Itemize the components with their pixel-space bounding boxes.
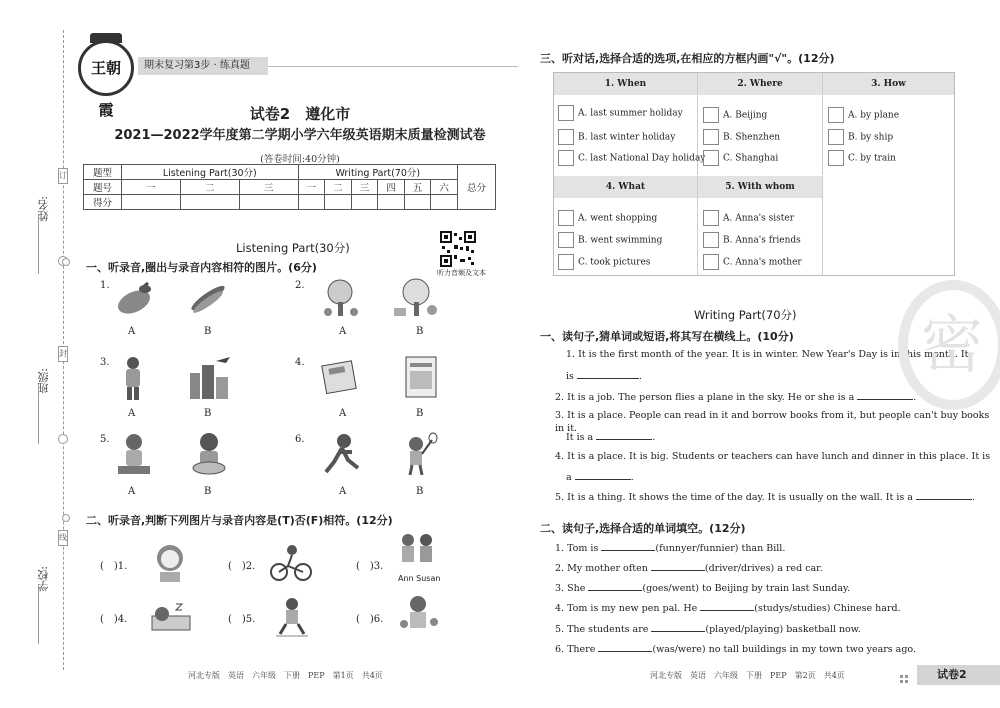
option-label: A. Anna's sister bbox=[723, 213, 794, 224]
fill-item-options: (funnyer/funnier) bbox=[655, 543, 739, 554]
option-row[interactable] bbox=[703, 254, 802, 276]
score-table-cell: 五 bbox=[404, 180, 431, 195]
option-label: B. last winter holiday bbox=[578, 132, 676, 143]
choice-a-label: A bbox=[128, 486, 136, 497]
binding-mark: 线 bbox=[58, 530, 68, 546]
choice-b-label: B bbox=[204, 486, 212, 497]
option-label: C. last National Day holiday bbox=[578, 153, 706, 164]
tree-scene-picture[interactable] bbox=[318, 278, 364, 320]
fill-item-prefix: 5. The students are bbox=[555, 624, 649, 635]
girl-portrait-picture bbox=[150, 542, 190, 582]
question-number: 2. bbox=[295, 280, 305, 291]
answer-blank[interactable] bbox=[916, 490, 972, 500]
listening-section-3-title: 三、听对话,选择合适的选项,在相应的方框内画"√"。(12分) bbox=[540, 52, 835, 65]
qr-caption: 听力音频及文本 bbox=[437, 269, 486, 277]
option-label: A. went shopping bbox=[578, 213, 658, 224]
option-label: C. Anna's mother bbox=[723, 257, 802, 268]
checkbox[interactable] bbox=[828, 150, 844, 166]
answer-blank[interactable] bbox=[575, 470, 631, 480]
option-label: B. Shenzhen bbox=[723, 132, 781, 143]
score-input-cell[interactable] bbox=[325, 195, 352, 210]
fill-item-prefix: 4. Tom is my new pen pal. He bbox=[555, 603, 698, 614]
answer-blank[interactable] bbox=[601, 541, 655, 551]
fill-item-options: (driver/drives) bbox=[704, 563, 775, 574]
fill-item bbox=[555, 541, 785, 555]
choice-a-label: A bbox=[128, 326, 136, 337]
writing-part-title: Writing Part(70分) bbox=[694, 308, 797, 322]
guess-item-text: is . bbox=[566, 371, 642, 382]
paper-subtitle: 2021—2022学年度第二学期小学六年级英语期末质量检测试卷 bbox=[114, 128, 486, 143]
question-header: 5. With whom bbox=[698, 176, 822, 198]
score-table-cell: 三 bbox=[351, 180, 378, 195]
guess-item-text: 2. It is a job. The person flies a plane in the sky. He or she is a bbox=[555, 392, 855, 403]
choice-b-label: B bbox=[204, 326, 212, 337]
choice-b-label: B bbox=[416, 486, 424, 497]
fill-item bbox=[555, 601, 901, 615]
checkbox[interactable] bbox=[558, 105, 574, 121]
person-picture[interactable] bbox=[118, 355, 148, 401]
fill-item-suffix: no tall buildings in my town two years ago. bbox=[708, 644, 916, 655]
name-underline bbox=[38, 214, 39, 274]
score-input-cell[interactable] bbox=[431, 195, 458, 210]
question-header: 2. Where bbox=[698, 73, 822, 95]
option-row[interactable] bbox=[703, 107, 767, 129]
fill-item-prefix: 6. There bbox=[555, 644, 596, 655]
guess-item-text: 2. It is a job. The person flies a plane in the sky. He or she is a . bbox=[555, 392, 917, 403]
name-label: 姓名: bbox=[37, 196, 50, 222]
score-table-cell: 总分 bbox=[458, 165, 496, 210]
page-footer: 河北专版 英语 六年级 下册 PEP 第2页 共4页 bbox=[650, 671, 845, 680]
checkbox[interactable] bbox=[558, 150, 574, 166]
logo-text: 王朝霞 bbox=[90, 59, 121, 119]
tf-item[interactable]: ( )6. bbox=[356, 614, 384, 625]
section-bullet bbox=[62, 514, 70, 522]
score-input-cell[interactable] bbox=[122, 195, 181, 210]
option-label: C. Shanghai bbox=[723, 153, 779, 164]
fill-item-options: (studys/studies) bbox=[754, 603, 831, 614]
picture-caption: Ann Susan bbox=[398, 574, 441, 583]
option-row[interactable] bbox=[558, 210, 657, 232]
tf-item[interactable]: ( )5. bbox=[228, 614, 256, 625]
choice-b-label: B bbox=[416, 326, 424, 337]
tree-scene-picture[interactable] bbox=[392, 278, 440, 320]
guess-item-text: 1. It is the first month of the year. It is in winter. New Year's Day is in this month. It bbox=[566, 349, 969, 360]
question-header: 1. When bbox=[554, 73, 697, 95]
checkbox[interactable] bbox=[558, 232, 574, 248]
question-number: 1. bbox=[100, 280, 110, 291]
option-row[interactable] bbox=[558, 129, 675, 151]
option-row[interactable] bbox=[703, 150, 778, 172]
checkbox[interactable] bbox=[828, 129, 844, 145]
option-row[interactable] bbox=[558, 105, 683, 127]
eggplant-picture[interactable] bbox=[112, 280, 154, 318]
score-input-cell[interactable] bbox=[180, 195, 239, 210]
fill-item-prefix: 1. Tom is bbox=[555, 543, 599, 554]
answer-blank[interactable] bbox=[651, 561, 705, 571]
binding-mark: 封 bbox=[58, 346, 68, 362]
question-number: 5. bbox=[100, 434, 110, 445]
choice-b-label: B bbox=[204, 408, 212, 419]
girl-skating-picture bbox=[272, 596, 312, 638]
option-row[interactable] bbox=[828, 150, 896, 172]
listening-section-2-title: 二、听录音,判断下列图片与录音内容是(T)否(F)相符。(12分) bbox=[86, 514, 393, 527]
book-picture[interactable] bbox=[404, 355, 438, 399]
option-label: A. Beijing bbox=[723, 110, 768, 121]
listening-part-title: Listening Part(30分) bbox=[236, 241, 350, 255]
option-row[interactable] bbox=[703, 210, 794, 232]
fill-item-suffix: to Beijing by train last Sunday. bbox=[702, 583, 851, 594]
option-label: B. went swimming bbox=[578, 235, 663, 246]
option-label: A. by plane bbox=[848, 110, 900, 121]
option-row[interactable] bbox=[558, 150, 705, 172]
option-row[interactable] bbox=[558, 232, 662, 254]
checkbox[interactable] bbox=[703, 210, 719, 226]
score-table-cell: Listening Part(30分) bbox=[122, 165, 299, 180]
choice-a-label: A bbox=[339, 408, 347, 419]
tf-item[interactable]: ( )1. bbox=[100, 561, 128, 572]
girl-eating-picture[interactable] bbox=[188, 432, 230, 476]
question-number: 3. bbox=[100, 357, 110, 368]
answer-blank[interactable] bbox=[651, 622, 705, 632]
checkbox[interactable] bbox=[558, 254, 574, 270]
guess-item-text: a . bbox=[566, 472, 634, 483]
fill-item-prefix: 3. She bbox=[555, 583, 586, 594]
score-table-cell: 二 bbox=[180, 180, 239, 195]
fill-item-options: (played/playing) bbox=[705, 624, 784, 635]
class-label: 班级: bbox=[37, 368, 50, 394]
table-divider bbox=[697, 176, 698, 275]
checkbox[interactable] bbox=[703, 107, 719, 123]
school-underline bbox=[38, 584, 39, 644]
checkbox[interactable] bbox=[558, 210, 574, 226]
checkbox[interactable] bbox=[703, 150, 719, 166]
dots-icon bbox=[900, 670, 912, 680]
school-label: 学校: bbox=[37, 566, 50, 592]
binding-hole bbox=[58, 434, 68, 444]
paper-title: 试卷2 遵化市 bbox=[249, 105, 351, 123]
checkbox[interactable] bbox=[558, 129, 574, 145]
exam-time: (答卷时间:40分钟) bbox=[260, 154, 340, 165]
option-label: B. by ship bbox=[848, 132, 894, 143]
fill-item-suffix: than Bill. bbox=[741, 543, 786, 554]
score-input-cell[interactable] bbox=[351, 195, 378, 210]
score-input-cell[interactable] bbox=[239, 195, 298, 210]
score-table-cell: 题型 bbox=[84, 165, 122, 180]
answer-blank[interactable] bbox=[577, 369, 639, 379]
score-table-cell: 得分 bbox=[84, 195, 122, 210]
tf-item[interactable]: ( )2. bbox=[228, 561, 256, 572]
checkbox[interactable] bbox=[828, 107, 844, 123]
fill-item bbox=[555, 642, 916, 656]
guess-item-text: 3. It is a place. People can read in it and borrow books from it, but people can't buy books in it. bbox=[555, 410, 990, 434]
question-header: 4. What bbox=[554, 176, 697, 198]
fill-item bbox=[555, 561, 823, 575]
question-number: 4. bbox=[295, 357, 305, 368]
checkbox[interactable] bbox=[703, 254, 719, 270]
fill-item bbox=[555, 581, 850, 595]
tf-item[interactable]: ( )4. bbox=[100, 614, 128, 625]
guess-item-text: It is a bbox=[566, 432, 594, 443]
choice-a-label: A bbox=[339, 326, 347, 337]
guess-item-text: a bbox=[566, 472, 572, 483]
option-label: B. Anna's friends bbox=[723, 235, 801, 246]
girl-badminton-picture[interactable] bbox=[398, 432, 438, 476]
score-table-cell: 一 bbox=[122, 180, 181, 195]
tf-item[interactable]: ( )3. bbox=[356, 561, 384, 572]
option-row[interactable] bbox=[558, 254, 650, 276]
score-table-cell: 二 bbox=[325, 180, 352, 195]
guess-item-text: 5. It is a thing. It shows the time of the day. It is usually on the wall. It is a . bbox=[555, 492, 976, 503]
option-label: C. took pictures bbox=[578, 257, 651, 268]
boy-cycling-picture bbox=[270, 544, 312, 582]
writing-section-2-title: 二、读句子,选择合适的单词填空。(12分) bbox=[540, 522, 746, 535]
score-table-cell: 六 bbox=[431, 180, 458, 195]
choice-a-label: A bbox=[128, 408, 136, 419]
header-tag: 期末复习第3步 · 练真题 bbox=[138, 57, 268, 75]
stamp-character: 密 bbox=[920, 308, 983, 381]
guess-item-text: is bbox=[566, 371, 574, 382]
table-divider bbox=[822, 176, 823, 275]
answer-blank[interactable] bbox=[596, 430, 652, 440]
girl-flowers-picture bbox=[398, 594, 440, 638]
question-number: 6. bbox=[295, 434, 305, 445]
fill-item-prefix: 2. My mother often bbox=[555, 563, 648, 574]
score-table bbox=[83, 164, 496, 210]
option-row[interactable] bbox=[703, 232, 801, 254]
score-table-cell: 三 bbox=[239, 180, 298, 195]
writing-section-1-title: 一、读句子,猜单词或短语,将其写在横线上。(10分) bbox=[540, 330, 794, 343]
table-divider bbox=[822, 73, 823, 175]
answer-blank[interactable] bbox=[588, 581, 642, 591]
score-table-cell: 一 bbox=[298, 180, 325, 195]
option-row[interactable] bbox=[703, 129, 780, 151]
score-input-cell[interactable] bbox=[404, 195, 431, 210]
option-row[interactable] bbox=[828, 107, 899, 129]
city-picture[interactable] bbox=[186, 355, 232, 401]
paper-tab-label: 试卷2 bbox=[917, 665, 1000, 685]
guess-item-text: 4. It is a place. It is big. Students or teachers can have lunch and dinner in this place. It is bbox=[555, 451, 991, 462]
listening-section-1-title: 一、听录音,圈出与录音内容相符的图片。(6分) bbox=[86, 261, 317, 274]
score-table-cell: 题号 bbox=[84, 180, 122, 195]
guess-item-text: 5. It is a thing. It shows the time of the day. It is usually on the wall. It is a bbox=[555, 492, 913, 503]
score-table-cell: Writing Part(70分) bbox=[298, 165, 457, 180]
page-footer: 河北专版 英语 六年级 下册 PEP 第1页 共4页 bbox=[188, 671, 383, 680]
option-label: A. last summer holiday bbox=[578, 108, 683, 119]
qr-code-icon[interactable] bbox=[440, 231, 476, 267]
answer-blank[interactable] bbox=[700, 601, 754, 611]
answer-blank[interactable] bbox=[598, 642, 652, 652]
fill-item bbox=[555, 622, 861, 636]
choice-b-label: B bbox=[416, 408, 424, 419]
fill-item-suffix: a red car. bbox=[777, 563, 823, 574]
class-underline bbox=[38, 384, 39, 444]
beans-picture[interactable] bbox=[186, 280, 230, 316]
boy-sleeping-picture bbox=[150, 598, 192, 636]
binding-mark: 订 bbox=[58, 168, 68, 184]
checkbox[interactable] bbox=[703, 129, 719, 145]
option-row[interactable] bbox=[828, 129, 893, 151]
guess-item-text: It is a . bbox=[566, 432, 656, 443]
fill-item-suffix: basketball now. bbox=[786, 624, 861, 635]
score-table-cell: 四 bbox=[378, 180, 405, 195]
choice-a-label: A bbox=[339, 486, 347, 497]
score-input-cell[interactable] bbox=[298, 195, 325, 210]
score-input-cell[interactable] bbox=[378, 195, 405, 210]
checkbox[interactable] bbox=[703, 232, 719, 248]
girl-cooking-picture[interactable] bbox=[114, 432, 154, 476]
header-rule bbox=[268, 66, 518, 67]
fill-item-suffix: Chinese hard. bbox=[833, 603, 901, 614]
book-picture[interactable] bbox=[320, 357, 360, 395]
answer-blank[interactable] bbox=[857, 390, 913, 400]
two-girls-picture bbox=[396, 532, 438, 572]
option-label: C. by train bbox=[848, 153, 896, 164]
fill-item-options: (goes/went) bbox=[642, 583, 699, 594]
section-bullet bbox=[62, 258, 70, 266]
question-header: 3. How bbox=[823, 73, 954, 95]
fill-item-options: (was/were) bbox=[652, 644, 706, 655]
boy-running-picture[interactable] bbox=[318, 432, 364, 476]
